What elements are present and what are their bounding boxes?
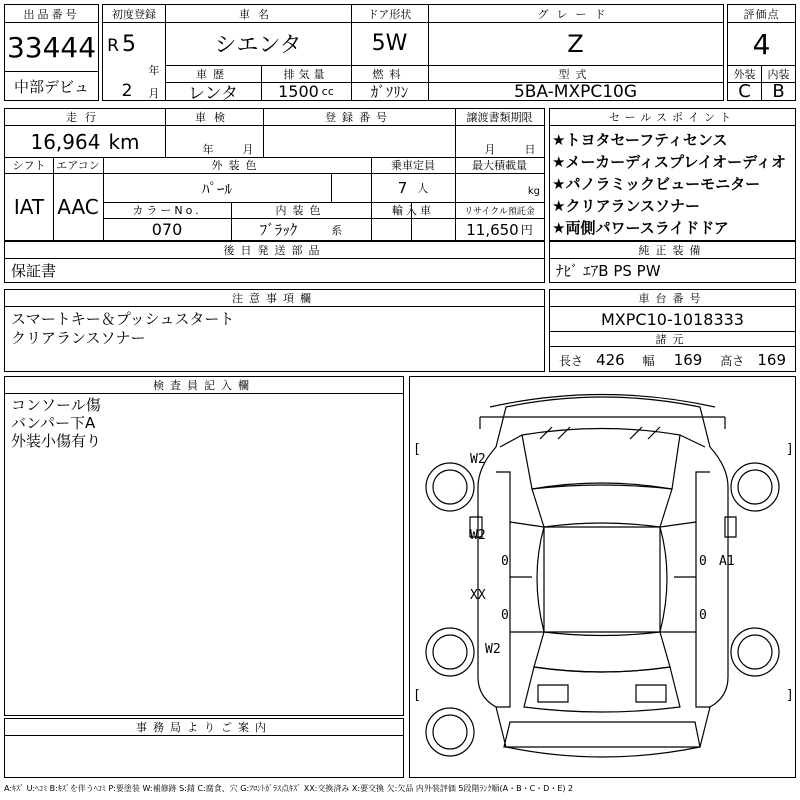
equipment-box <box>549 241 796 283</box>
transfer-day-unit: 日 <box>524 143 536 155</box>
bracket-open-top: [ <box>413 442 421 457</box>
left-side <box>496 472 510 707</box>
max-load <box>455 181 544 202</box>
width: 169 <box>673 350 703 369</box>
inspector-box <box>4 376 404 716</box>
length: 426 <box>596 350 625 369</box>
chassis-label: 車台番号 <box>638 292 707 305</box>
fuel-label: 燃料 <box>372 67 407 81</box>
inspection-label: 車検 <box>195 111 233 124</box>
recycle <box>455 219 544 240</box>
caution-line-1: スマートキー＆プッシュスタート <box>11 310 235 328</box>
mileage-unit: km <box>108 129 140 154</box>
max-load-label: 最大積載量 <box>472 159 527 172</box>
zero-2: 0 <box>501 608 509 623</box>
registration-value <box>263 126 455 157</box>
first-reg-label: 初度登録 <box>112 7 156 21</box>
later-parts-label: 後日発送部品 <box>223 244 326 257</box>
grade-label: グレード <box>537 7 614 21</box>
inspector-label: 検査員記入欄 <box>153 379 255 392</box>
mark-xx: XX <box>470 588 486 603</box>
length-group <box>559 350 625 369</box>
later-parts: 保証書 <box>11 262 57 280</box>
inspector-line-3: 外装小傷有り <box>11 432 102 450</box>
era: R <box>107 36 119 56</box>
office-label: 事務局よりご案内 <box>136 721 272 734</box>
lot-number: 33444 <box>6 30 97 64</box>
score-label: 評価点 <box>743 7 780 21</box>
shift-label: シフト <box>12 159 46 172</box>
lot-label: 出品番号 <box>23 7 80 21</box>
door-type: 5W <box>371 31 408 56</box>
import-label: 輸入車 <box>392 204 434 217</box>
exterior-color: ﾊﾟｰﾙ <box>201 179 232 198</box>
interior-color-label: 内装色 <box>275 204 327 217</box>
caution-label: 注意事項欄 <box>232 292 317 305</box>
model-label: 型式 <box>558 67 593 81</box>
displacement-label: 排気量 <box>283 67 329 81</box>
car-diagram-box <box>409 376 796 778</box>
displacement-value: 1500 <box>278 83 319 100</box>
selling-points-box <box>549 108 796 241</box>
inspection-month-unit: 月 <box>242 143 254 155</box>
history: レンタ <box>188 84 238 100</box>
office-box <box>4 718 404 778</box>
grade: Z <box>567 29 584 58</box>
right-side <box>696 472 710 707</box>
door-label: ドア形状 <box>367 7 412 21</box>
capacity-unit: 人 <box>417 182 429 195</box>
width-label: 幅 <box>642 353 655 368</box>
score-value: 4 <box>752 27 771 61</box>
equipment-label: 純正装備 <box>638 244 707 257</box>
shift: IAT <box>13 195 45 219</box>
width-group <box>643 350 703 369</box>
history-label: 車歴 <box>196 67 230 81</box>
zero-1: 0 <box>501 554 509 569</box>
exterior-color-label: 外装色 <box>211 159 263 172</box>
selling-point-4: ★クリアランスソナー <box>552 197 700 215</box>
chassis-number: MXPC10-1018333 <box>601 309 744 329</box>
displacement-unit: cc <box>321 85 334 98</box>
mileage-value: 16,964 <box>30 129 101 154</box>
mileage <box>5 126 165 157</box>
office-value <box>7 736 397 776</box>
lot-box <box>4 4 99 101</box>
rear-glass <box>534 632 670 672</box>
displacement <box>261 83 351 100</box>
mileage-label: 走行 <box>66 111 104 124</box>
recycle-value: 11,650 <box>466 220 519 239</box>
year: 5 <box>122 31 136 57</box>
mark-w2-front: W2 <box>470 452 486 467</box>
bracket-open-bottom: [ <box>413 688 421 703</box>
equipment: ﾅﾋﾞ ｴｱB PS PW <box>556 262 661 280</box>
month: 2 <box>121 81 133 101</box>
color-no-label: カラーNo. <box>132 204 202 217</box>
capacity-label: 乗車定員 <box>391 159 435 172</box>
capacity-value: 7 <box>397 179 408 197</box>
selling-point-3: ★パノラミックビューモニター <box>552 175 761 193</box>
capacity <box>371 174 455 202</box>
fuel: ｶﾞｿﾘﾝ <box>370 83 409 100</box>
recycle-unit: 円 <box>520 223 533 237</box>
zero-4: 0 <box>699 608 707 623</box>
interior-color <box>231 219 371 240</box>
int-score: B <box>772 83 785 100</box>
score-box <box>727 4 796 101</box>
front-bumper <box>480 395 725 430</box>
bracket-close-top: ] <box>786 442 794 457</box>
height-group <box>720 350 786 369</box>
trunk <box>524 667 680 712</box>
aircon: AAC <box>57 195 99 219</box>
bracket-close-bottom: ] <box>786 688 794 703</box>
car-name-label: 車名 <box>239 7 277 21</box>
rear-bumper <box>504 722 700 747</box>
zero-3: 0 <box>699 554 707 569</box>
max-load-unit: kg <box>527 186 540 197</box>
inspector-line-1: コンソール傷 <box>11 396 101 414</box>
recycle-label: リサイクル預託金 <box>464 206 535 217</box>
year-unit: 年 <box>148 64 160 77</box>
ext-label: 外装 <box>733 67 756 81</box>
details-box <box>4 108 545 241</box>
caution-line-2: クリアランスソナー <box>11 329 146 347</box>
height-label: 高さ <box>720 353 745 368</box>
mark-w2-rear: W2 <box>485 642 501 657</box>
interior-color-value: ﾌﾞﾗｯｸ <box>259 221 298 239</box>
dims-row <box>550 347 795 371</box>
lot-note: 中部デビュ <box>13 77 89 96</box>
main-info-box <box>102 4 724 101</box>
selling-point-1: ★トヨタセーフティセンス <box>552 131 728 149</box>
import-value <box>371 219 455 240</box>
interior-color-suffix: 系 <box>331 223 343 237</box>
legend: A:ｷｽﾞ U:ﾍｺﾐ B:ｷｽﾞを伴うﾍｺﾐ P:要塗装 W:補修跡 S:錆 C:腐食、穴 G:ﾌﾛﾝﾄｶﾞﾗｽ点ｷｽﾞ XX:交換済み X:要交換 欠:欠品 内外装評価 5段階ﾗﾝｸ順(A・B・C・D・E) 2 <box>4 783 574 793</box>
car-diagram <box>410 377 795 777</box>
selling-point-5: ★両側パワースライドドア <box>552 219 729 237</box>
mark-a1: A1 <box>719 554 735 569</box>
length-label: 長さ <box>558 353 583 368</box>
transfer-month-unit: 月 <box>484 143 496 155</box>
int-label: 内装 <box>767 67 790 81</box>
inspection-year-unit: 年 <box>202 143 214 155</box>
ext-score: C <box>738 83 751 100</box>
height: 169 <box>757 350 787 369</box>
windshield <box>532 483 672 527</box>
later-parts-box <box>4 241 545 283</box>
right-mirror <box>725 517 736 537</box>
mark-w2-door: W2 <box>470 528 486 543</box>
color-no: 070 <box>151 220 183 239</box>
registration-label: 登録番号 <box>325 111 393 124</box>
month-unit: 月 <box>148 87 160 99</box>
dims-label: 諸元 <box>655 333 690 346</box>
model: 5BA-MXPC10G <box>513 83 638 100</box>
transfer-label: 譲渡書類期限 <box>466 111 533 124</box>
caution-box <box>4 289 545 372</box>
roof <box>544 527 660 632</box>
inspector-line-2: バンパー下A <box>11 414 96 432</box>
car-name: シエンタ <box>214 33 302 58</box>
hood <box>522 429 680 490</box>
chassis-box <box>549 289 796 372</box>
selling-point-2: ★メーカーディスプレイオーディオ <box>552 153 786 171</box>
aircon-label: エアコン <box>56 159 100 172</box>
selling-points-label: セールスポイント <box>608 111 736 124</box>
